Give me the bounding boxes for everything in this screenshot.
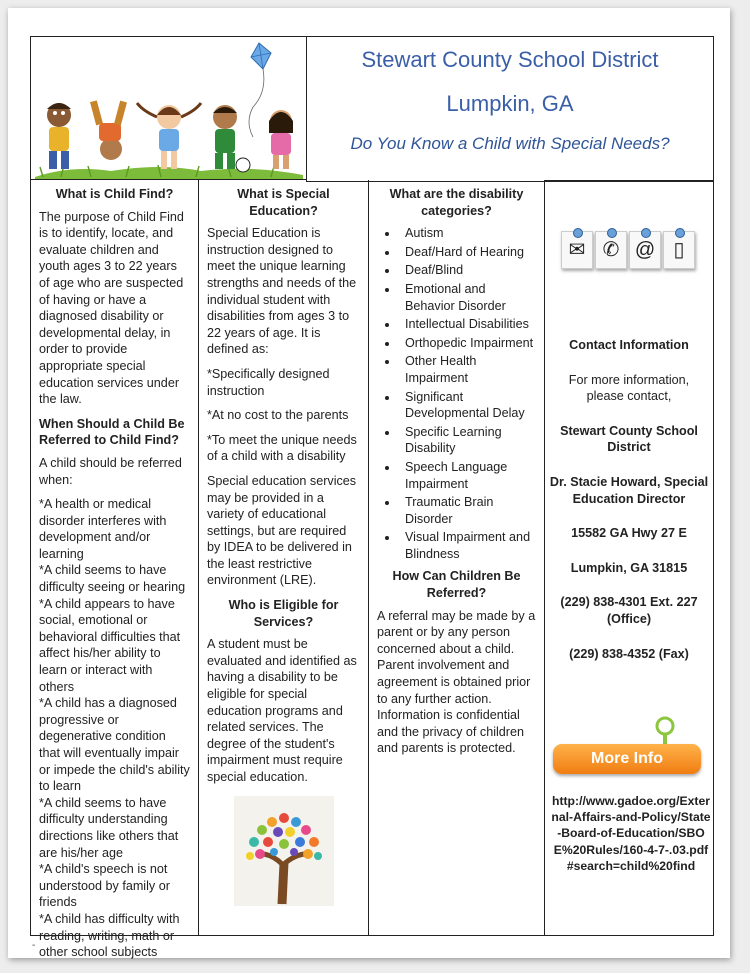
- tagline: Do You Know a Child with Special Needs?: [350, 134, 670, 153]
- category-item: • Traumatic Brain Disorder: [399, 494, 536, 527]
- contact-fax: (229) 838-4352 (Fax): [569, 646, 689, 661]
- referral-item: *A child has difficulty with reading, writing, math or other school subjects: [39, 911, 180, 960]
- category-item: • Deaf/Hard of Hearing: [399, 244, 536, 261]
- more-info-graphic: [553, 716, 705, 776]
- category-item: • Speech Language Impairment: [399, 459, 536, 492]
- category-item: • Specific Learning Disability: [399, 424, 536, 457]
- at-sign-icon: @: [629, 231, 661, 269]
- column-child-find: [30, 180, 198, 960]
- envelope-icon: ✉: [561, 231, 593, 269]
- contact-director: Dr. Stacie Howard, Special Education Director: [549, 474, 709, 506]
- category-item: • Significant Developmental Delay: [399, 389, 536, 422]
- referral-intro: A child should be referred when:: [39, 455, 182, 487]
- category-item: • Visual Impairment and Blindness: [399, 529, 536, 562]
- resource-url-link[interactable]: http://www.gadoe.org/External-Affairs-and-Policy/State-Board-of-Education/SBOE%20Rules/160-4-7-.03.pdf#search=child%20find: [551, 794, 711, 873]
- more-info-button[interactable]: More Info: [553, 744, 701, 774]
- contact-text: [549, 337, 709, 680]
- referral-list: [39, 496, 190, 961]
- district-title: Stewart County School District: [361, 47, 659, 72]
- howrefer-heading: How Can Children Be Referred?: [392, 569, 521, 601]
- contact-intro: For more information, please contact,: [568, 372, 690, 404]
- column-contact: [544, 180, 714, 936]
- category-item: • Other Health Impairment: [399, 353, 536, 386]
- referral-item: *A health or medical disorder interferes with development and/or learning: [39, 497, 167, 561]
- referral-item: *A child has a diagnosed progressive or degenerative condition that will eventually impair or impede the child's ability to learn: [39, 696, 190, 794]
- category-item: • Orthopedic Impairment: [399, 335, 536, 352]
- contact-heading: Contact Information: [569, 338, 689, 352]
- footer-mark: -: [32, 940, 36, 951]
- sped-body: Special Education is instruction designed to meet the unique learning strengths and needs of the individual student with disabilities from ages 3 to 22 years of age. It is defined as:: [207, 226, 357, 357]
- howrefer-body: A referral may be made by a parent or by any person concerned about a child. Parent involvement and agreement is obtained prior to any further action. Information is confidential and the privacy of children and parents is protected.: [377, 608, 536, 756]
- referral-item: *A child seems to have difficulty understanding directions like others that are his/her age: [39, 795, 179, 860]
- children-kite-illustration: [30, 36, 306, 180]
- sped-point: *At no cost to the parents: [207, 408, 349, 423]
- category-item: • Autism: [399, 225, 536, 242]
- referral-item: *A child seems to have difficulty seeing or hearing: [39, 563, 186, 595]
- childfind-heading: What is Child Find?: [55, 187, 174, 201]
- column-disability-categories: [368, 180, 544, 936]
- childfind-body: The purpose of Child Find is to identify, locate, and evaluate children and youth ages 3 to 22 years of age who are suspected of having or have a diagnosed disability or developmental delay, in order to provide appropriate special education services under the law.: [39, 209, 184, 407]
- contact-street: 15582 GA Hwy 27 E: [571, 526, 687, 541]
- sped-point: *Specifically designed instruction: [207, 366, 330, 398]
- contact-city: Lumpkin, GA 31815: [570, 560, 688, 575]
- referral-heading: When Should a Child Be Referred to Child Find?: [39, 416, 185, 448]
- eligible-heading: Who is Eligible for Services?: [228, 598, 339, 629]
- sped-point: *To meet the unique needs of a child with a disability: [207, 432, 357, 464]
- sped-settings: Special education services may be provided in a variety of educational settings, but are required by IDEA to be delivered in the least restrictive environment (LRE).: [207, 473, 357, 588]
- category-item: • Intellectual Disabilities: [399, 316, 536, 333]
- category-item: • Deaf/Blind: [399, 262, 536, 279]
- referral-item: *A child appears to have social, emotional or behavioral difficulties that affect his/her ability to learn or interact with others: [39, 596, 181, 694]
- handprint-tree-image: [234, 796, 334, 906]
- contact-icons: [561, 229, 701, 277]
- phone-icon: ✆: [595, 231, 627, 269]
- category-item: • Emotional and Behavior Disorder: [399, 281, 536, 314]
- location-title: Lumpkin, GA: [446, 91, 574, 116]
- sped-heading: What is Special Education?: [237, 187, 330, 218]
- categories-heading: What are the disability categories?: [389, 187, 524, 218]
- referral-item: *A child's speech is not understood by family or friends: [39, 862, 170, 910]
- mobile-phone-icon: ▯: [663, 231, 695, 269]
- contact-org: Stewart County School District: [560, 423, 698, 455]
- eligible-body: A student must be evaluated and identified as having a disability to be eligible for special education programs and related services. The degree of the student's impairment must require special education.: [207, 637, 357, 784]
- header-title-box: [306, 36, 714, 182]
- categories-list: [377, 225, 536, 562]
- column-special-education: [198, 180, 368, 936]
- contact-phone: (229) 838-4301 Ext. 227 (Office): [560, 595, 698, 626]
